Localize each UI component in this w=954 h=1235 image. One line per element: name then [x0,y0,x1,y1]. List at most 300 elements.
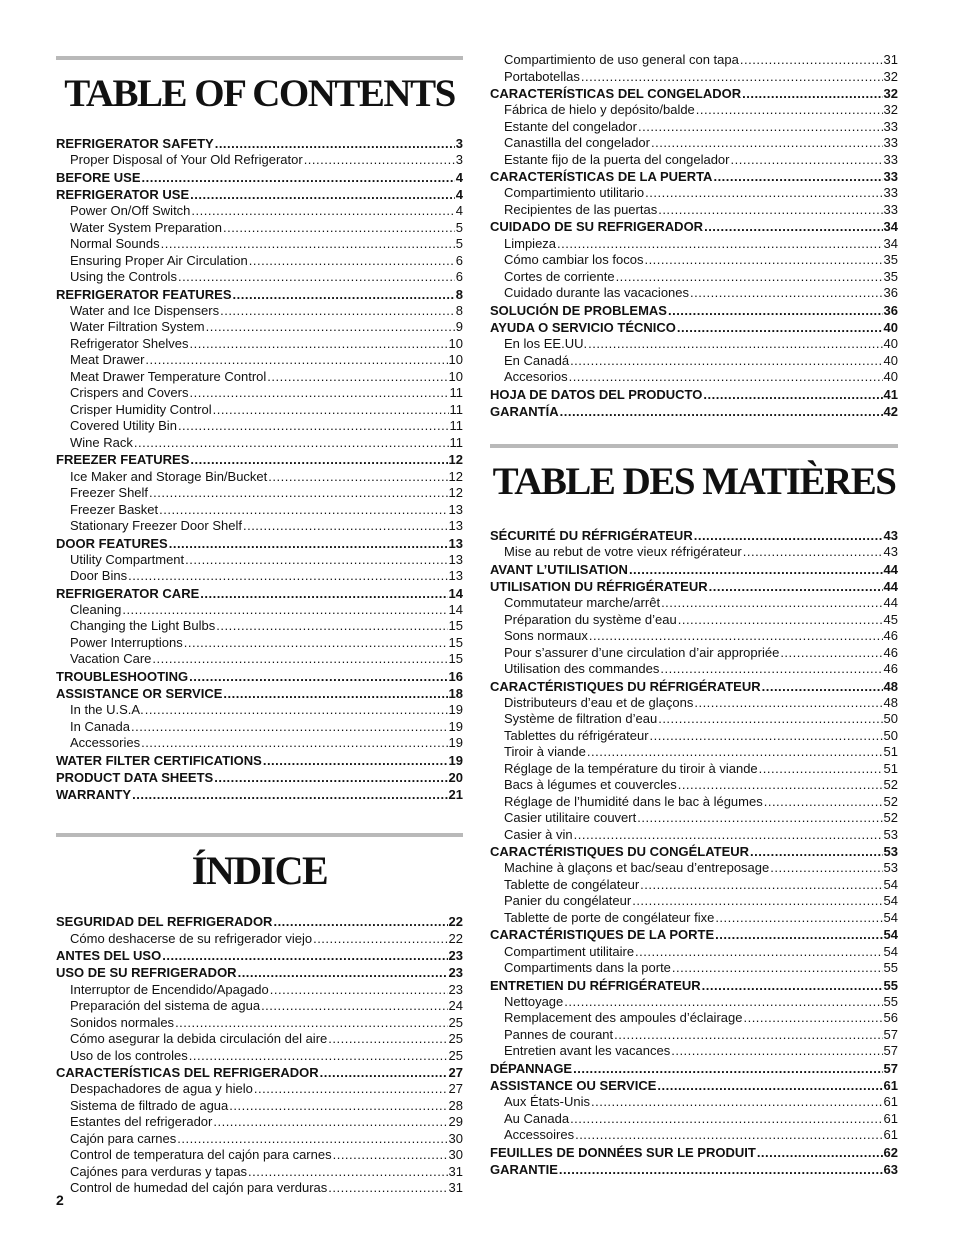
dot-leader [215,135,455,152]
entry-page-number: 51 [883,760,898,776]
toc-subentry[interactable] [56,203,463,220]
dot-leader [644,252,882,269]
dot-leader [184,635,448,652]
entry-page-number: 53 [883,860,898,876]
entry-label: Changing the Light Bulbs [70,618,216,634]
entry-label: Préparation du système d’eau [504,611,677,627]
toc-subentry[interactable] [56,220,463,237]
entry-label: Accessoires [504,1127,575,1143]
dot-leader [223,220,455,237]
toc-section-entry[interactable] [56,1064,463,1081]
dot-leader [162,947,447,964]
entry-label: Compartiment utilitaire [504,943,635,959]
entry-page-number: 27 [448,1065,463,1081]
toc-subentry[interactable] [56,385,463,402]
entry-label: Meat Drawer [70,352,145,368]
entry-label: Compartimiento utilitario [504,185,645,201]
entry-page-number: 32 [883,102,898,118]
toc-section-entry[interactable] [56,786,463,803]
entry-label: CARACTÉRISTIQUES DE LA PORTE [490,927,715,943]
toc-section-entry[interactable] [490,302,898,319]
dot-leader [770,860,882,877]
entry-page-number: 14 [448,585,463,601]
toc-subentry[interactable] [490,960,898,977]
dot-leader [177,1131,447,1148]
entry-page-number: 25 [448,1014,463,1030]
entry-page-number: 61 [883,1127,898,1143]
entry-label: Accesorios [504,369,568,385]
entry-page-number: 10 [448,335,463,351]
entry-page-number: 50 [883,711,898,727]
entry-page-number: 23 [448,948,463,964]
dot-leader [152,651,447,668]
entry-label: ASSISTANCE OR SERVICE [56,686,223,702]
toc-subentry[interactable] [490,994,898,1011]
toc-subentry[interactable] [490,353,898,370]
entry-label: Système de filtration d’eau [504,711,658,727]
toc-subentry[interactable] [56,651,463,668]
entry-label: Tablettes du réfrigérateur [504,727,649,743]
toc-subentry[interactable] [56,303,463,320]
entry-label: FEUILLES DE DONNÉES SUR LE PRODUIT [490,1144,756,1160]
toc-subentry[interactable] [490,860,898,877]
dot-leader [175,1015,447,1032]
toc-subentry[interactable] [56,469,463,486]
dot-leader [660,661,882,678]
dot-leader [743,1010,882,1027]
entry-label: Sonidos normales [70,1014,175,1030]
dot-leader [709,578,883,595]
toc-subentry[interactable] [490,661,898,678]
dot-leader [189,1048,448,1065]
dot-leader [616,269,883,286]
entry-page-number: 30 [448,1130,463,1146]
toc-subentry[interactable] [490,877,898,894]
entry-page-number: 61 [883,1078,898,1094]
toc-subentry[interactable] [490,810,898,827]
entry-page-number: 44 [883,578,898,594]
entry-page-number: 55 [883,960,898,976]
toc-subentry[interactable] [56,236,463,253]
entry-label: Wine Rack [70,434,133,450]
toc-subentry[interactable] [490,827,898,844]
dot-leader [238,964,448,981]
toc-subentry[interactable] [490,336,898,353]
toc-subentry[interactable] [56,336,463,353]
dot-leader [635,944,882,961]
toc-subentry[interactable] [56,1031,463,1048]
toc-section-entry[interactable] [490,926,898,943]
entry-label: REFRIGERATOR CARE [56,585,200,601]
entry-page-number: 5 [455,236,463,252]
entry-label: Portabotellas [504,68,580,84]
entry-page-number: 52 [883,810,898,826]
dot-leader [145,702,448,719]
toc-section-entry[interactable] [56,964,463,981]
toc-subentry[interactable] [56,1098,463,1115]
dot-leader [304,152,455,169]
entry-label: Vacation Care [70,651,152,667]
entry-page-number: 44 [883,595,898,611]
entry-label: Sons normaux [504,628,588,644]
dot-leader [704,218,882,235]
toc-subentry[interactable] [56,1114,463,1131]
toc-subentry[interactable] [490,152,898,169]
toc-subentry[interactable] [56,931,463,948]
entry-label: REFRIGERATOR USE [56,186,190,202]
toc-section-entry[interactable] [490,1161,898,1178]
entry-page-number: 25 [448,1047,463,1063]
dot-leader [637,810,882,827]
dot-leader [668,302,883,319]
toc-subentry[interactable] [56,152,463,169]
dot-leader [657,1077,882,1094]
entry-page-number: 54 [883,927,898,943]
toc-subentry[interactable] [56,998,463,1015]
entry-page-number: 48 [883,678,898,694]
toc-subentry[interactable] [56,418,463,435]
toc-subentry[interactable] [490,185,898,202]
toc-section-entry[interactable] [490,85,898,102]
entry-page-number: 10 [448,368,463,384]
entry-label: Sistema de filtrado de agua [70,1097,229,1113]
entry-label: Utilisation des commandes [504,661,660,677]
entry-page-number: 4 [455,169,463,185]
entry-label: CARACTERÍSTICAS DEL CONGELADOR [490,86,742,101]
dot-leader [671,1043,882,1060]
dot-leader [142,169,455,186]
entry-label: Freezer Shelf [70,485,149,501]
toc-section-entry[interactable] [56,685,463,702]
entry-page-number: 62 [883,1144,898,1160]
toc-subentry[interactable] [490,645,898,662]
toc-subentry[interactable] [490,595,898,612]
entry-page-number: 13 [448,501,463,517]
toc-subentry[interactable] [56,369,463,386]
toc-section-entry[interactable] [490,319,898,336]
toc-subentry[interactable] [490,612,898,629]
toc-section-entry[interactable] [490,403,898,420]
entry-page-number: 30 [448,1147,463,1163]
entry-page-number: 28 [448,1097,463,1113]
toc-subentry[interactable] [56,702,463,719]
toc-subentry[interactable] [56,602,463,619]
entry-page-number: 3 [455,136,463,151]
toc-section-entry[interactable] [490,578,898,595]
entry-page-number: 57 [883,1026,898,1042]
entry-label: Stationary Freezer Door Shelf [70,518,242,534]
entry-page-number: 48 [883,694,898,710]
toc-subentry[interactable] [490,628,898,645]
dot-leader [650,728,883,745]
toc-subentry[interactable] [56,269,463,286]
entry-page-number: 11 [449,385,463,401]
toc-list [490,52,898,420]
toc-subentry[interactable] [490,1043,898,1060]
toc-section-entry[interactable] [490,843,898,860]
toc-section-entry[interactable] [490,168,898,185]
entry-label: ENTRETIEN DU RÉFRIGÉRATEUR [490,977,701,993]
toc-subentry[interactable] [490,236,898,253]
entry-label: CARACTERÍSTICAS DEL REFRIGERADOR [56,1065,319,1081]
entry-page-number: 20 [448,770,463,786]
entry-page-number: 54 [883,943,898,959]
entry-label: AVANT L’UTILISATION [490,561,628,577]
entry-page-number: 11 [449,418,463,434]
entry-label: Cuidado durante las vacaciones [504,285,690,301]
toc-subentry[interactable] [490,52,898,69]
toc-section-entry[interactable] [56,169,463,186]
entry-label: Machine à glaçons et bac/seau d’entreposage [504,860,770,876]
dot-leader [141,735,447,752]
entry-label: UTILISATION DU RÉFRIGÉRATEUR [490,578,708,594]
entry-page-number: 3 [455,152,463,168]
toc-subentry[interactable] [490,285,898,302]
entry-label: En Canadá [504,352,570,368]
dot-leader [189,668,447,685]
toc-subentry[interactable] [490,711,898,728]
entry-page-number: 50 [883,727,898,743]
entry-label: Pour s’assurer d’une circulation d’air appropriée [504,644,780,660]
entry-page-number: 22 [448,930,463,946]
dot-leader [213,1114,447,1131]
toc-subentry[interactable] [56,552,463,569]
entry-label: Door Bins [70,568,128,584]
dot-leader [757,1144,883,1161]
dot-leader [191,203,454,220]
toc-subentry[interactable] [56,568,463,585]
toc-subentry[interactable] [56,518,463,535]
toc-section-entry[interactable] [56,286,463,303]
dot-leader [638,119,883,136]
entry-page-number: 33 [883,118,898,134]
entry-page-number: 56 [883,1010,898,1026]
toc-subentry[interactable] [490,944,898,961]
dot-leader [677,319,883,336]
dot-leader [645,185,882,202]
dot-leader [588,336,882,353]
entry-label: In the U.S.A. [70,702,144,718]
entry-page-number: 46 [883,661,898,677]
toc-section-entry[interactable] [490,218,898,235]
entry-label: Distributeurs d’eau et de glaçons [504,694,694,710]
toc-subentry[interactable] [56,1147,463,1164]
dot-leader [206,319,455,336]
entry-page-number: 53 [883,844,898,860]
toc-subentry[interactable] [490,744,898,761]
entry-label: GARANTÍA [490,403,559,419]
toc-subentry[interactable] [490,893,898,910]
entry-page-number: 36 [883,302,898,318]
entry-page-number: 11 [449,434,463,450]
entry-label: BEFORE USE [56,169,141,185]
toc-subentry[interactable] [490,1127,898,1144]
dot-leader [178,418,449,435]
toc-subentry[interactable] [490,910,898,927]
toc-subentry[interactable] [56,502,463,519]
toc-section-entry[interactable] [56,668,463,685]
dot-leader [715,926,882,943]
toc-section-entry[interactable] [56,186,463,203]
toc-section-entry[interactable] [56,752,463,769]
toc-section-entry[interactable] [490,386,898,403]
toc-subentry[interactable] [490,777,898,794]
entry-page-number: 52 [883,793,898,809]
dot-leader [672,960,883,977]
entry-page-number: 29 [448,1114,463,1130]
entry-page-number: 32 [883,68,898,84]
entry-page-number: 19 [448,752,463,768]
section-title: ÍNDICE [191,848,328,894]
dot-leader [313,931,447,948]
entry-page-number: 36 [883,285,898,301]
dot-leader [229,1098,447,1115]
toc-subentry[interactable] [490,695,898,712]
toc-subentry[interactable] [490,69,898,86]
entry-page-number: 15 [448,651,463,667]
dot-leader [233,286,455,303]
entry-page-number: 31 [448,1163,463,1179]
toc-subentry[interactable] [56,253,463,270]
toc-section-entry[interactable] [56,947,463,964]
entry-page-number: 6 [455,269,463,285]
entry-label: Control de humedad del cajón para verduras [70,1180,328,1196]
toc-subentry[interactable] [490,1094,898,1111]
dot-leader [320,1064,448,1081]
entry-page-number: 54 [883,876,898,892]
dot-leader [640,877,882,894]
entry-label: HOJA DE DATOS DEL PRODUCTO [490,386,703,402]
entry-label: Recipientes de las puertas [504,201,658,217]
entry-page-number: 61 [883,1094,898,1110]
toc-section-entry[interactable] [490,1060,898,1077]
toc-section-entry[interactable] [56,135,463,152]
entry-label: Aux États-Unis [504,1094,590,1110]
entry-page-number: 12 [448,485,463,501]
toc-subentry[interactable] [490,269,898,286]
toc-subentry[interactable] [56,719,463,736]
toc-subentry[interactable] [56,1015,463,1032]
toc-subentry[interactable] [56,402,463,419]
toc-section-entry[interactable] [490,1077,898,1094]
entry-label: Canastilla del congelador [504,135,650,151]
toc-subentry[interactable] [56,1131,463,1148]
toc-section-entry[interactable] [56,451,463,468]
toc-section-entry[interactable] [56,913,463,930]
toc-section-entry[interactable] [56,769,463,786]
dot-leader [169,535,448,552]
toc-subentry[interactable] [56,352,463,369]
entry-label: Compartimiento de uso general con tapa [504,52,739,67]
toc-section-entry[interactable] [490,1144,898,1161]
toc-subentry[interactable] [56,1164,463,1181]
entry-label: SOLUCIÓN DE PROBLEMAS [490,302,667,318]
dot-leader [122,602,447,619]
dot-leader [270,982,448,999]
entry-label: Estantes del refrigerador [70,1114,213,1130]
entry-label: Control de temperatura del cajón para carnes [70,1147,332,1163]
entry-page-number: 31 [883,52,898,67]
entry-label: Compartiments dans la porte [504,960,671,976]
toc-subentry[interactable] [490,369,898,386]
toc-section-entry[interactable] [490,561,898,578]
toc-section-entry[interactable] [56,535,463,552]
entry-page-number: 42 [883,403,898,419]
dot-leader [569,369,883,386]
toc-section-entry[interactable] [56,585,463,602]
entry-page-number: 51 [883,744,898,760]
dot-leader [248,1164,447,1181]
toc-subentry[interactable] [490,102,898,119]
toc-section-entry[interactable] [490,678,898,695]
entry-label: Au Canada [504,1110,570,1126]
entry-page-number: 40 [883,319,898,335]
entry-label: Despachadores de agua y hielo [70,1081,253,1097]
toc-section-entry[interactable] [490,977,898,994]
toc-subentry[interactable] [490,135,898,152]
entry-page-number: 46 [883,628,898,644]
entry-page-number: 43 [883,544,898,560]
dot-leader [328,1180,447,1197]
toc-subentry[interactable] [490,728,898,745]
toc-subentry[interactable] [56,735,463,752]
entry-page-number: 34 [883,235,898,251]
toc-subentry[interactable] [490,252,898,269]
entry-label: TROUBLESHOOTING [56,668,189,684]
entry-label: SÉCURITÉ DU RÉFRIGÉRATEUR [490,527,693,543]
toc-subentry[interactable] [56,485,463,502]
toc-subentry[interactable] [56,982,463,999]
toc-subentry[interactable] [56,319,463,336]
entry-page-number: 55 [883,977,898,993]
toc-subentry[interactable] [56,1048,463,1065]
toc-subentry[interactable] [490,544,898,561]
dot-leader [190,451,447,468]
toc-subentry[interactable] [56,635,463,652]
entry-page-number: 33 [883,135,898,151]
entry-label: WARRANTY [56,787,132,803]
entry-page-number: 15 [448,634,463,650]
entry-page-number: 34 [883,219,898,235]
toc-subentry[interactable] [490,761,898,778]
entry-page-number: 8 [455,286,463,302]
entry-label: Cómo cambiar los focos [504,252,644,268]
toc-subentry[interactable] [56,1180,463,1197]
toc-section-entry[interactable] [490,527,898,544]
toc-subentry[interactable] [490,119,898,136]
entry-label: Panier du congélateur [504,893,632,909]
toc-subentry[interactable] [490,1010,898,1027]
dot-leader [223,685,447,702]
toc-subentry[interactable] [56,1081,463,1098]
entry-label: Proper Disposal of Your Old Refrigerator [70,152,303,168]
entry-label: SEGURIDAD DEL REFRIGERADOR [56,914,273,930]
toc-subentry[interactable] [490,1111,898,1128]
toc-subentry[interactable] [56,618,463,635]
dot-leader [696,102,883,119]
left-column [56,56,463,1197]
dot-leader [263,752,448,769]
toc-list [56,913,463,1196]
toc-list [490,527,898,1178]
entry-page-number: 19 [448,735,463,751]
toc-subentry[interactable] [56,435,463,452]
entry-label: Crispers and Covers [70,385,189,401]
toc-subentry[interactable] [490,202,898,219]
toc-subentry[interactable] [490,1027,898,1044]
toc-subentry[interactable] [490,794,898,811]
entry-page-number: 57 [883,1043,898,1059]
